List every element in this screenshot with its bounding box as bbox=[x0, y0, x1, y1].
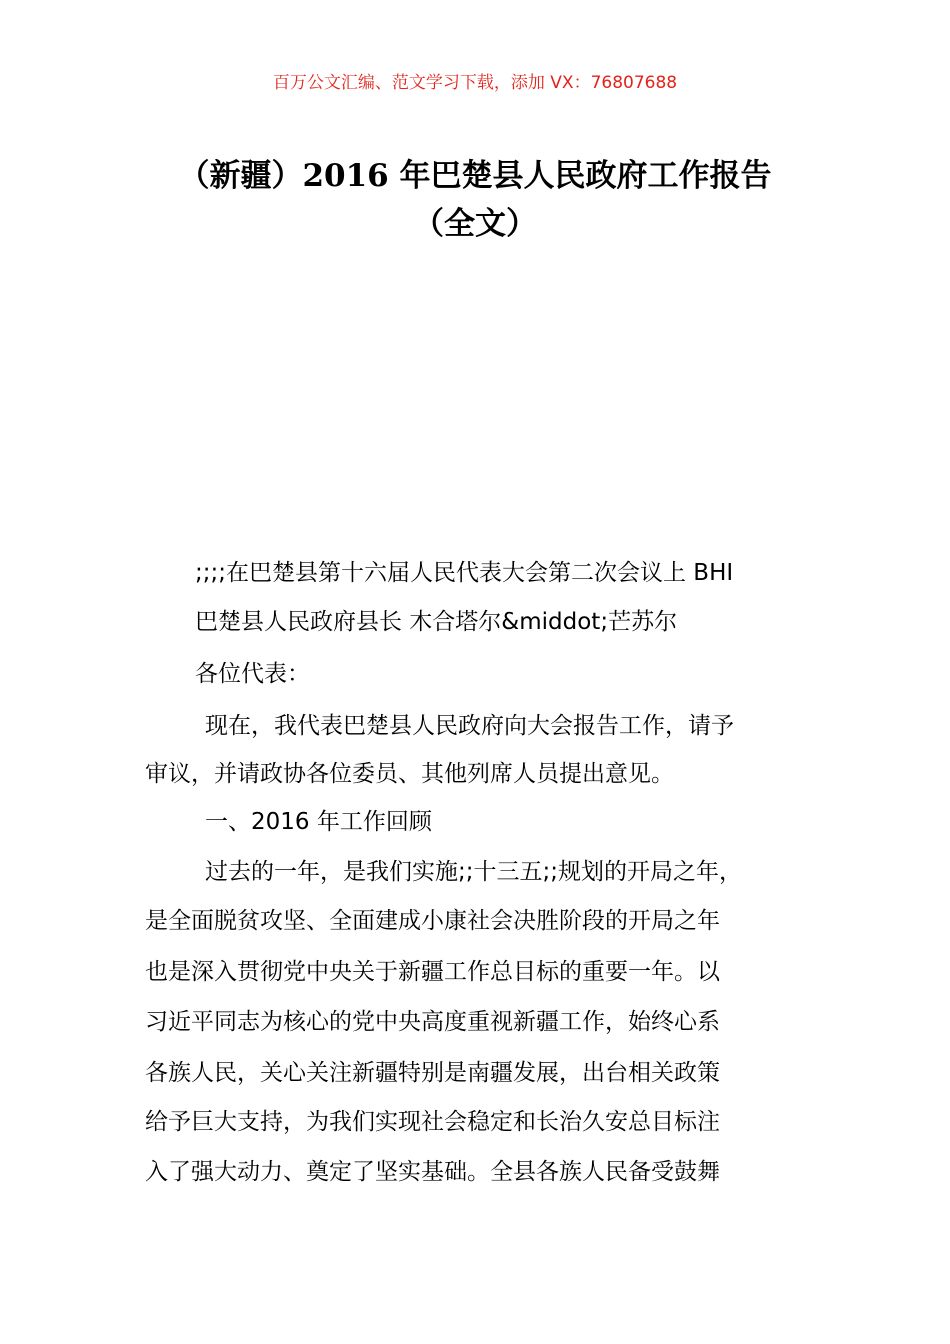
body-line: 各族人民，关心关注新疆特别是南疆发展，出台相关政策 bbox=[145, 1060, 720, 1086]
body-line: 审议，并请政协各位委员、其他列席人员提出意见。 bbox=[145, 761, 674, 787]
body-line: 现在，我代表巴楚县人民政府向大会报告工作，请予 bbox=[205, 713, 734, 739]
document-title-line-1: （新疆）2016 年巴楚县人民政府工作报告 bbox=[178, 158, 772, 194]
body-line: 是全面脱贫攻坚、全面建成小康社会决胜阶段的开局之年 bbox=[145, 908, 720, 934]
header-ad-text: 百万公文汇编、范文学习下载，添加 VX：76807688 bbox=[272, 73, 678, 93]
section-heading: 一、2016 年工作回顾 bbox=[205, 809, 432, 835]
body-line: 习近平同志为核心的党中央高度重视新疆工作，始终心系 bbox=[145, 1009, 720, 1035]
salutation-line: 各位代表： bbox=[195, 661, 310, 687]
document-title-line-2: （全文） bbox=[413, 206, 537, 242]
meeting-line: ;;;;在巴楚县第十六届人民代表大会第二次会议上 BHI bbox=[195, 560, 734, 586]
body-line: 也是深入贯彻党中央关于新疆工作总目标的重要一年。以 bbox=[145, 959, 720, 985]
body-line: 给予巨大支持，为我们实现社会稳定和长治久安总目标注 bbox=[145, 1109, 720, 1135]
body-line: 过去的一年，是我们实施;;十三五;;规划的开局之年， bbox=[205, 859, 742, 885]
speaker-line: 巴楚县人民政府县长 木合塔尔&middot;芒苏尔 bbox=[195, 609, 678, 635]
body-line: 入了强大动力、奠定了坚实基础。全县各族人民备受鼓舞 bbox=[145, 1159, 720, 1185]
